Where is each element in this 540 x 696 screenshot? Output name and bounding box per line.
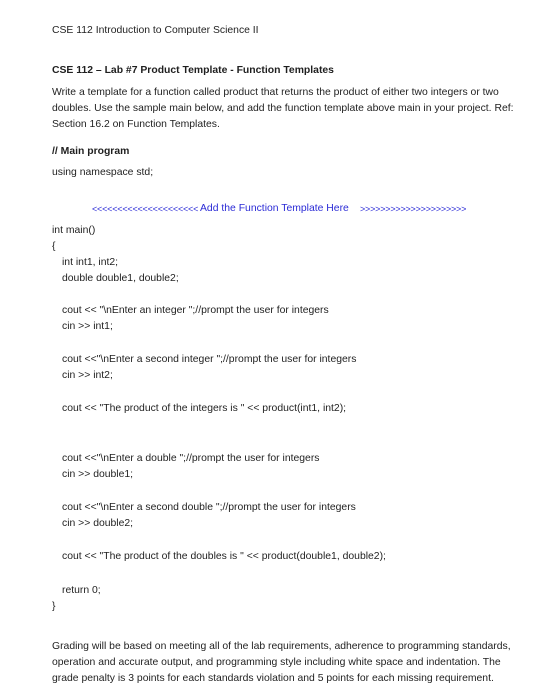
code-line: cin >> int2; [62,370,113,381]
code-line: cout <<"\nEnter a double ";//prompt the user for integers [62,453,320,464]
code-line: cin >> double1; [62,469,134,480]
grading-line: operation and accurate output, and programming style including white space and indentation. The [52,657,501,668]
code-line: cout <<"\nEnter a second double ";//prompt the user for integers [62,502,356,513]
lab-title: CSE 112 – Lab #7 Product Template - Function Templates [52,65,334,76]
code-line: double double1, double2; [62,273,179,284]
right-arrows: >>>>>>>>>>>>>>>>>>>>> [360,204,467,214]
code-line: cout << "The product of the doubles is " << product(double1, double2); [62,551,386,562]
code-line: cout << "\nEnter an integer ";//prompt the user for integers [62,305,329,316]
left-arrows: <<<<<<<<<<<<<<<<<<<<< [92,204,199,214]
code-line: cout << "The product of the integers is " << product(int1, int2); [62,403,347,414]
close-brace: } [52,601,56,612]
using-namespace-line: using namespace std; [52,167,154,178]
code-line: cout <<"\nEnter a second integer ";//prompt the user for integers [62,354,357,365]
code-line: int int1, int2; [62,257,119,268]
course-header: CSE 112 Introduction to Computer Science II [52,25,259,36]
grading-line: grade penalty is 3 points for each standards violation and 5 points for each missing requirement. [52,673,494,684]
placeholder-text: Add the Function Template Here [200,203,349,214]
code-line: cin >> double2; [62,518,134,529]
main-program-heading: // Main program [52,146,130,157]
main-signature: int main() [52,225,96,236]
intro-line: Section 16.2 on Function Templates. [52,119,220,130]
open-brace: { [52,241,56,252]
code-line: cin >> int1; [62,321,113,332]
intro-line: doubles. Use the sample main below, and add the function template above main in your project. Ref: [52,103,514,114]
intro-line: Write a template for a function called product that returns the product of either two integers or two [52,87,499,98]
grading-line: Grading will be based on meeting all of the lab requirements, adherence to programming standards, [52,641,511,652]
code-line: return 0; [62,585,101,596]
